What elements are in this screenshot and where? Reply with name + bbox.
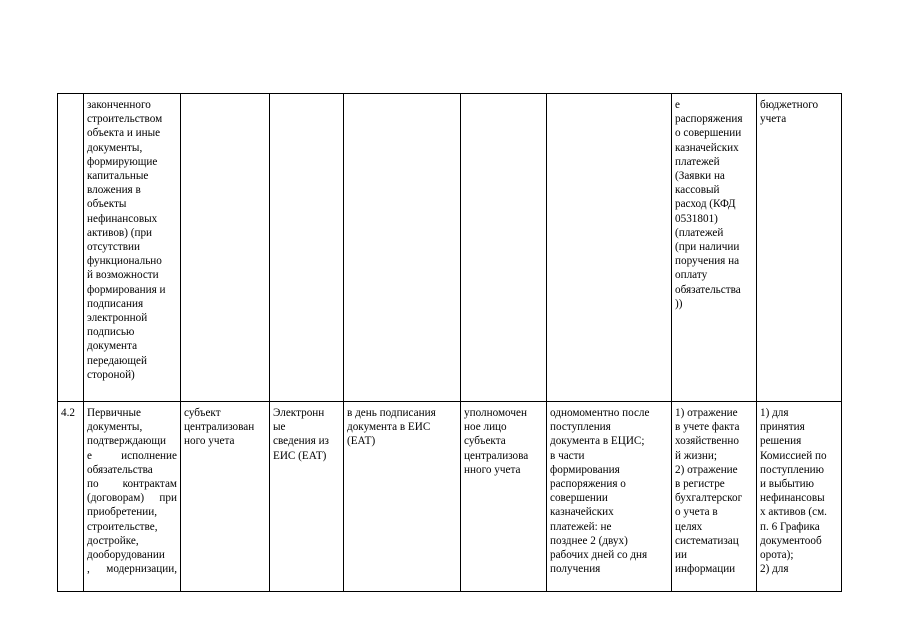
cell-text-line: совершении <box>550 492 608 505</box>
cell-text-line: подписью <box>87 326 135 339</box>
cell-text-line: расход (КФД <box>675 198 736 211</box>
cell-text-line: формирующие <box>87 155 158 168</box>
cell-text-line: в учете факта <box>675 421 740 434</box>
cell-text-line: в части <box>550 449 585 462</box>
table-row <box>58 94 842 402</box>
cell-text-line: поручения на <box>675 255 740 268</box>
cell-text-line: казначейских <box>550 506 614 519</box>
cell-text-line: 1) отражение <box>675 407 738 419</box>
cell-text-line: )) <box>675 297 683 310</box>
cell-usage <box>757 402 842 592</box>
cell-responsible <box>461 402 547 592</box>
cell-text-line: платежей <box>675 155 720 168</box>
cell-text-line: ное лицо <box>464 421 507 434</box>
cell-text-line: систематизац <box>675 534 739 547</box>
cell-text-line: нефинансовы <box>760 492 825 505</box>
cell-text-line: вложения в <box>87 184 141 197</box>
cell-purpose <box>672 402 757 592</box>
cell-text-line: поступления <box>550 421 611 434</box>
cell-creator <box>181 402 270 592</box>
cell-number <box>58 402 84 592</box>
cell-text-line: одномоментно после <box>550 407 650 419</box>
cell-purpose <box>672 94 757 402</box>
cell-text-line: учета <box>760 113 787 126</box>
cell-creator <box>181 94 270 402</box>
cell-text-line: й жизни; <box>675 449 718 462</box>
cell-text-line: объекта и иные <box>87 127 161 140</box>
cell-text-line: законченного <box>87 99 151 111</box>
cell-format <box>270 94 344 402</box>
cell-text-line: электронной <box>87 312 148 325</box>
cell-text-line: принятия <box>760 421 805 434</box>
cell-text-line: субъекта <box>464 435 506 448</box>
cell-text-line: строительстве, <box>87 520 158 533</box>
cell-text-line: е <box>675 99 680 111</box>
cell-text-line: активов) (при <box>87 226 153 239</box>
cell-text-line: в регистре <box>675 478 725 491</box>
cell-text-line: (Заявки на <box>675 170 725 183</box>
cell-text-line: централизован <box>184 421 255 434</box>
cell-text-line: Комиссией по <box>760 449 827 462</box>
cell-text-word: при <box>159 492 177 505</box>
cell-text-line: хозяйственно <box>675 435 739 448</box>
cell-text-line: 2) для <box>760 563 789 576</box>
cell-text-line: достройке, <box>87 534 139 547</box>
cell-transfer-deadline <box>547 402 672 592</box>
cell-text-line: (платежей <box>675 226 724 239</box>
cell-text-line: бюджетного <box>760 99 819 111</box>
cell-text-line: документы, <box>87 141 143 154</box>
cell-text-line: бухгалтерског <box>675 492 743 505</box>
cell-text-line: капитальные <box>87 170 149 183</box>
cell-text-line: 0531801) <box>675 212 718 225</box>
cell-text-line: ного учета <box>184 435 235 448</box>
cell-text-line: в день подписания <box>347 407 436 419</box>
cell-text-line: обязательства <box>87 463 153 476</box>
cell-text-line: нефинансовых <box>87 212 158 225</box>
cell-text-line: нного учета <box>464 463 521 476</box>
cell-deadline <box>344 402 461 592</box>
cell-text-word: (договорам) <box>87 492 145 505</box>
cell-text-line: документа в ЕИС <box>347 421 431 434</box>
cell-text-line: х активов (см. <box>760 506 827 519</box>
cell-text-line: дооборудовании <box>87 549 165 562</box>
cell-text-line: рабочих дней со дня <box>550 549 648 562</box>
cell-text-line <box>87 491 177 505</box>
cell-text-line: подтверждающи <box>87 435 166 448</box>
cell-text-line: распоряжения о <box>550 478 626 491</box>
cell-transfer-deadline <box>547 94 672 402</box>
cell-documents <box>84 94 181 402</box>
cell-text-line: о совершении <box>675 127 742 140</box>
cell-text-line: и выбытию <box>760 478 815 491</box>
cell-text-word: , <box>87 563 90 576</box>
cell-text-line: формирования <box>550 463 620 476</box>
cell-text-line: сведения из <box>273 435 329 448</box>
cell-text-line: (при наличии <box>675 241 740 254</box>
cell-text-line: о учета в <box>675 506 718 519</box>
cell-responsible <box>461 94 547 402</box>
cell-text-line: распоряжения <box>675 113 743 126</box>
cell-text-line <box>87 477 177 491</box>
table-row <box>58 402 842 592</box>
cell-text-line: Первичные <box>87 407 142 419</box>
cell-text-line: функционально <box>87 255 162 268</box>
cell-text-line: приобретении, <box>87 506 158 519</box>
cell-text-line: ЕИС (ЕАТ) <box>273 449 327 462</box>
cell-text-line: орота); <box>760 549 794 562</box>
cell-documents <box>84 402 181 592</box>
cell-text-line: казначейских <box>675 141 739 154</box>
cell-text-word: исполнение <box>121 449 177 462</box>
cell-text-line: документооб <box>760 534 822 547</box>
cell-text-line: позднее 2 (двух) <box>550 534 628 547</box>
cell-text-line: формирования и <box>87 283 166 296</box>
cell-text-line: объекты <box>87 198 127 211</box>
cell-text-line: ии <box>675 549 687 562</box>
cell-text-line: целях <box>675 520 703 533</box>
cell-text-line: ые <box>273 421 286 434</box>
cell-text-line: Электронн <box>273 407 325 419</box>
cell-text-word: модернизации, <box>106 563 177 576</box>
cell-text-line: 4.2 <box>61 407 75 419</box>
cell-text-line: оплату <box>675 269 708 282</box>
cell-text-line <box>87 562 177 576</box>
cell-text-line: отсутствии <box>87 241 141 254</box>
cell-text-word: по <box>87 478 99 491</box>
cell-number <box>58 94 84 402</box>
cell-text-line: й возможности <box>87 269 159 282</box>
cell-text-line: 1) для <box>760 407 789 419</box>
cell-text-line: документы, <box>87 421 143 434</box>
cell-text-line: кассовый <box>675 184 720 197</box>
cell-text-line: подписания <box>87 297 144 310</box>
cell-usage <box>757 94 842 402</box>
cell-text-line: субъект <box>184 407 221 419</box>
cell-text-line: обязательства <box>675 283 741 296</box>
cell-text-line: решения <box>760 435 802 448</box>
cell-deadline <box>344 94 461 402</box>
cell-text-line: централизова <box>464 449 529 462</box>
cell-text-line: уполномочен <box>464 407 527 419</box>
cell-text-word: контрактам <box>122 478 177 491</box>
document-table <box>57 93 842 592</box>
cell-text-line: платежей: не <box>550 520 612 533</box>
cell-text-line: стороной) <box>87 368 135 381</box>
cell-text-line <box>87 449 177 463</box>
cell-text-line: передающей <box>87 354 147 367</box>
cell-text-line: документа <box>87 340 138 353</box>
cell-text-line: (ЕАТ) <box>347 435 376 448</box>
cell-text-line: строительством <box>87 113 163 126</box>
cell-text-line: п. 6 Графика <box>760 520 820 533</box>
cell-format <box>270 402 344 592</box>
cell-text-line: получения <box>550 563 601 576</box>
cell-text-word: е <box>87 449 92 462</box>
cell-text-line: документа в ЕЦИС; <box>550 435 645 448</box>
cell-text-line: поступлению <box>760 463 825 476</box>
cell-text-line: информации <box>675 563 736 576</box>
cell-text-line: 2) отражение <box>675 463 738 476</box>
